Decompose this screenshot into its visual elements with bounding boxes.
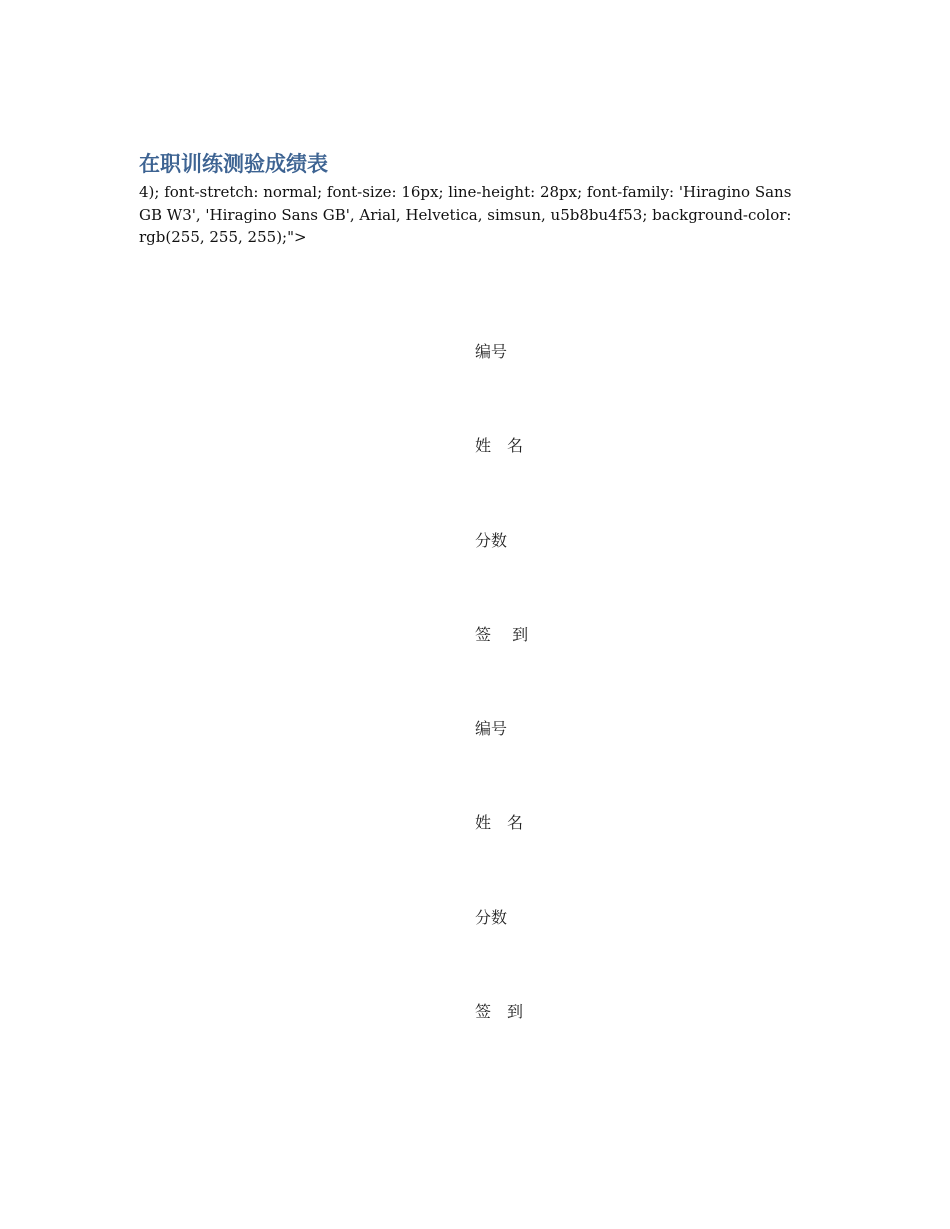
cell-number-label: 编号	[475, 342, 508, 361]
cell-signin-label: 签 到	[475, 1002, 524, 1022]
cell-number-label: 编号	[475, 719, 508, 739]
cell-score-label: 分数	[475, 530, 508, 550]
cell-name-label: 姓 名	[475, 436, 524, 456]
cell-signin-label: 签 到	[475, 624, 529, 644]
cell-score-label: 分数	[475, 907, 508, 927]
stray-style-text: 4); font-stretch: normal; font-size: 16px; line-height: 28px; font-family: 'Hiragino Sans GB W3', 'Hiragino Sans GB', Arial, Helvetica, simsun, u5b8bu4f53; background-color: rgb(255, 255, 255);">	[139, 183, 792, 246]
cell-name-label: 姓 名	[475, 813, 524, 833]
table-cell-list	[475, 339, 528, 1093]
document-title: 在职训练测验成绩表	[139, 152, 328, 176]
